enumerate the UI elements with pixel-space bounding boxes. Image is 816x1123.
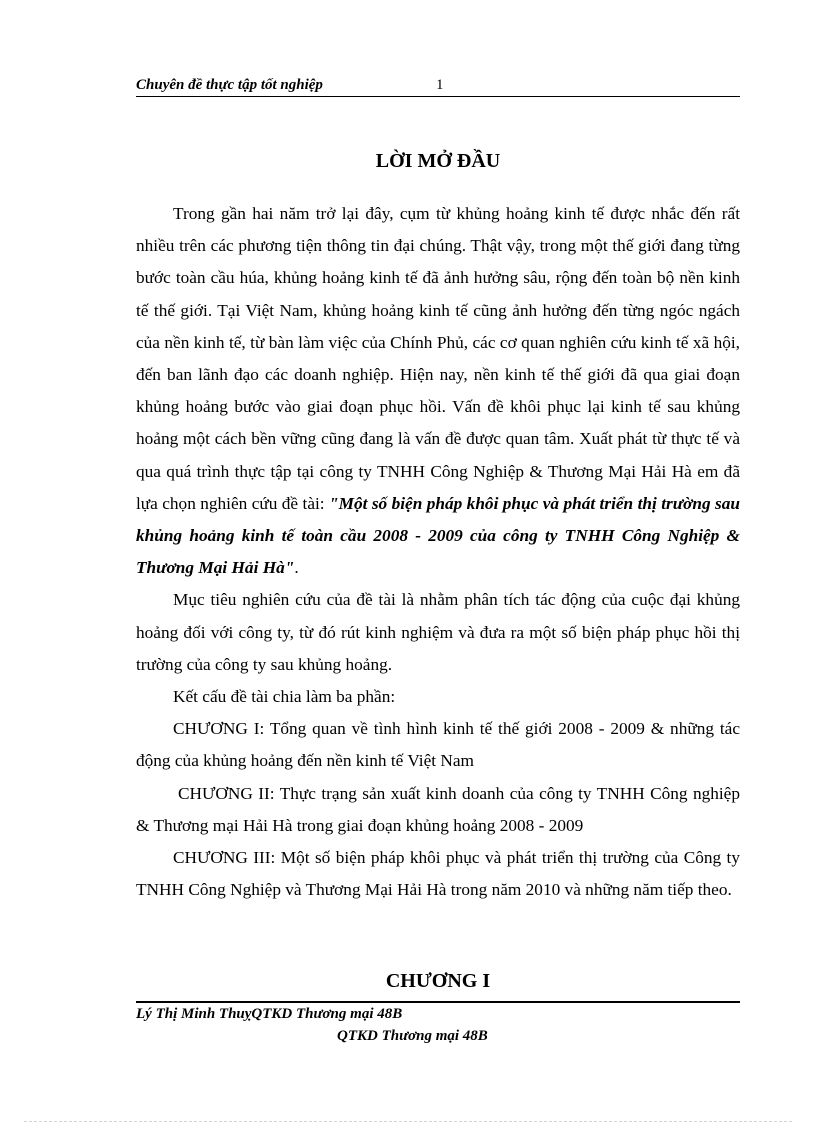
page-header [136,76,740,97]
section-heading: LỜI MỞ ĐẦU [375,150,501,172]
footer-author: Lý Thị Minh ThuỵQTKD Thương mại 48B [136,1006,403,1022]
footer-class: QTKD Thương mại 48B [337,1028,488,1044]
page-number: 1 [436,77,444,93]
research-topic: "Một số biện pháp khôi phục và phát triển thị trường sau khủng hoảng kinh tế toàn cầu 2008 - 2009 của công ty TNHH Công Nghiệp & Thương Mại Hải Hà" [136,493,740,578]
objective-paragraph: Mục tiêu nghiên cứu của đề tài là nhằm phân tích tác động của cuộc đại khủng hoảng đối với công ty, từ đó rút kinh nghiệm và đưa ra một số biện pháp phục hồi thị trường của công ty sau khủng hoảng. [136,590,740,674]
chapter-3-summary: CHƯƠNG III: Một số biện pháp khôi phục và phát triển thị trường của Công ty TNHH Công Nghiệp và Thương Mại Hải Hà trong năm 2010 và những năm tiếp theo. [136,848,740,900]
chapter-heading: CHƯƠNG I [385,970,491,992]
chapter-2-summary: CHƯƠNG II: Thực trạng sản xuất kinh doanh của công ty TNHH Công nghiệp & Thương mại Hải Hà trong giai đoạn khủng hoảng 2008 - 2009 [136,783,740,835]
structure-paragraph: Kết cấu đề tài chia làm ba phần: [173,687,396,707]
footer-divider [136,1001,740,1003]
page-break-divider [24,1121,792,1122]
chapter-1-summary: CHƯƠNG I: Tổng quan về tình hình kinh tế thế giới 2008 - 2009 & những tác động của khủng hoảng đến nền kinh tế Việt Nam [136,719,740,771]
intro-end: . [294,558,299,578]
header-title: Chuyên đề thực tập tốt nghiệp [136,77,323,93]
body-text [136,198,740,906]
intro-paragraph [136,198,740,584]
intro-text: Trong gần hai năm trở lại đây, cụm từ khủng hoảng kinh tế được nhắc đến rất nhiều trên các phương tiện thông tin đại chúng. Thật vậy, trong một thế giới đang từng bước toàn cầu húa, khủng hoảng kinh tế đã ảnh hưởng sâu, rộng đến toàn bộ nền kinh tế thế giới. Tại Việt Nam, khủng hoảng kinh tế cũng ảnh hưởng đến từng ngóc ngách của nền kinh tế, từ bàn làm việc của Chính Phủ, các cơ quan nghiên cứu kinh tế xã hội, đến ban lãnh đạo các doanh nghiệp. Hiện nay, nền kinh tế thế giới đã qua giai đoạn khủng hoảng bước vào giai đoạn phục hồi. Vấn đề khôi phục lại kinh tế sau khủng hoảng một cách bền vững cũng đang là vấn đề được quan tâm. Xuất phát từ thực tế và qua quá trình thực tập tại công ty TNHH Công Nghiệp & Thương Mại Hải Hà em đã lựa chọn nghiên cứu đề tài: [136,204,740,513]
